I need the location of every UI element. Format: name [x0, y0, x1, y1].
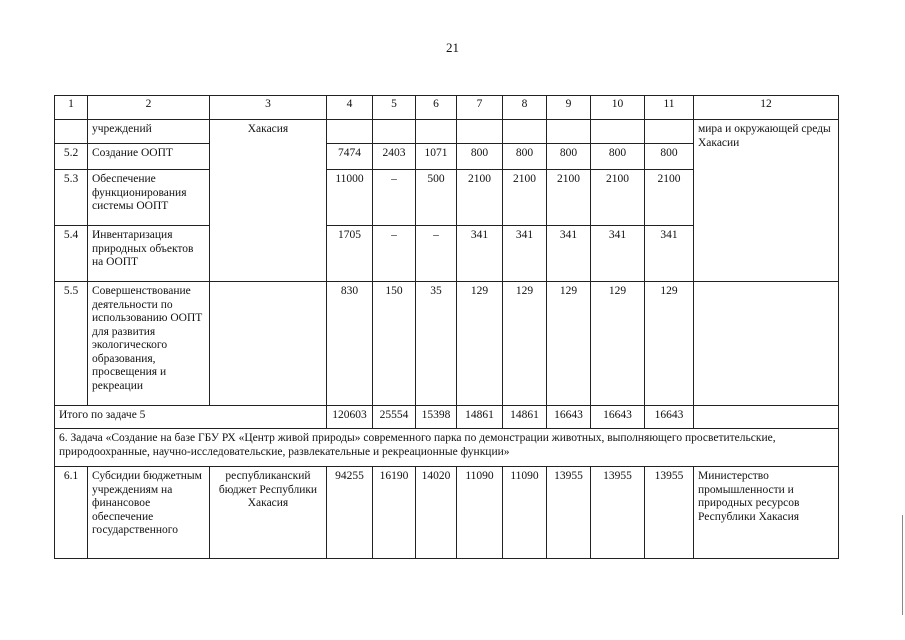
- value-cell: 13955: [591, 467, 645, 559]
- value-cell: 16643: [547, 406, 591, 429]
- value-cell: 13955: [645, 467, 694, 559]
- item-name: Инвентаризация природных объектов на ООПТ: [88, 226, 210, 282]
- value-cell: 341: [547, 226, 591, 282]
- executor: Министерство промышленности и природных ресурсов Республики Хакасия: [694, 467, 839, 559]
- value-cell: 800: [457, 144, 503, 170]
- funding-source: республиканский бюджет Республики Хакасия: [210, 467, 327, 559]
- value-cell: 16190: [373, 467, 416, 559]
- value-cell: 1071: [416, 144, 457, 170]
- executor: мира и окружающей среды Хакасии: [694, 120, 839, 282]
- value-cell: 2100: [547, 170, 591, 226]
- item-name: Совершенствование деятельности по использованию ООПТ для развития экологического образования, просвещения и рекреации: [88, 282, 210, 406]
- item-number: 5.3: [55, 170, 88, 226]
- item-name: Обеспечение функционирования системы ООПТ: [88, 170, 210, 226]
- value-cell: –: [416, 226, 457, 282]
- task-heading: 6. Задача «Создание на базе ГБУ РХ «Центр живой природы» современного парка по демонстрации животных, выполняющего просветительские, природоохранные, научно-исследовательские, развлекательные и рекреационные функции»: [55, 429, 839, 467]
- header-row: [55, 96, 839, 120]
- value-cell: 129: [547, 282, 591, 406]
- value-cell: 129: [457, 282, 503, 406]
- value-cell: 341: [645, 226, 694, 282]
- table-row: [55, 467, 839, 559]
- value-cell: 800: [645, 144, 694, 170]
- value-cell: 35: [416, 282, 457, 406]
- value-cell: 94255: [327, 467, 373, 559]
- value-cell: 16643: [645, 406, 694, 429]
- value-cell: 2100: [503, 170, 547, 226]
- program-table: [54, 95, 839, 559]
- header-cell: 11: [645, 96, 694, 120]
- header-cell: 1: [55, 96, 88, 120]
- value-cell: 2100: [591, 170, 645, 226]
- value-cell: 11090: [457, 467, 503, 559]
- header-cell: 3: [210, 96, 327, 120]
- value-cell: 830: [327, 282, 373, 406]
- value-cell: 129: [503, 282, 547, 406]
- funding-source: Хакасия: [210, 120, 327, 282]
- header-cell: 8: [503, 96, 547, 120]
- item-name: Субсидии бюджетным учреждениям на финансовое обеспечение государственного: [88, 467, 210, 559]
- header-cell: 9: [547, 96, 591, 120]
- value-cell: 2403: [373, 144, 416, 170]
- header-cell: 2: [88, 96, 210, 120]
- value-cell: 341: [503, 226, 547, 282]
- value-cell: 341: [457, 226, 503, 282]
- value-cell: 1705: [327, 226, 373, 282]
- header-cell: 7: [457, 96, 503, 120]
- value-cell: 25554: [373, 406, 416, 429]
- table-row: [55, 282, 839, 406]
- value-cell: 341: [591, 226, 645, 282]
- value-cell: 11000: [327, 170, 373, 226]
- page-number: 21: [446, 40, 459, 55]
- header-cell: 10: [591, 96, 645, 120]
- value-cell: 15398: [416, 406, 457, 429]
- value-cell: 129: [591, 282, 645, 406]
- item-number: 5.5: [55, 282, 88, 406]
- value-cell: 129: [645, 282, 694, 406]
- header-cell: 12: [694, 96, 839, 120]
- value-cell: 500: [416, 170, 457, 226]
- value-cell: 2100: [645, 170, 694, 226]
- header-cell: 4: [327, 96, 373, 120]
- value-cell: 120603: [327, 406, 373, 429]
- value-cell: 16643: [591, 406, 645, 429]
- header-cell: 6: [416, 96, 457, 120]
- value-cell: 11090: [503, 467, 547, 559]
- value-cell: 800: [547, 144, 591, 170]
- item-name: учреждений: [88, 120, 210, 144]
- item-number: 5.4: [55, 226, 88, 282]
- scan-edge-line: [902, 515, 903, 615]
- value-cell: –: [373, 170, 416, 226]
- value-cell: 7474: [327, 144, 373, 170]
- total-label: Итого по задаче 5: [55, 406, 327, 429]
- header-cell: 5: [373, 96, 416, 120]
- value-cell: 150: [373, 282, 416, 406]
- task-heading-row: [55, 429, 839, 467]
- value-cell: –: [373, 226, 416, 282]
- value-cell: 14861: [503, 406, 547, 429]
- table-row: [55, 120, 839, 144]
- item-name: Создание ООПТ: [88, 144, 210, 170]
- value-cell: 13955: [547, 467, 591, 559]
- value-cell: 2100: [457, 170, 503, 226]
- item-number: 5.2: [55, 144, 88, 170]
- item-number: 6.1: [55, 467, 88, 559]
- value-cell: 14020: [416, 467, 457, 559]
- total-row: [55, 406, 839, 429]
- value-cell: 14861: [457, 406, 503, 429]
- value-cell: 800: [503, 144, 547, 170]
- value-cell: 800: [591, 144, 645, 170]
